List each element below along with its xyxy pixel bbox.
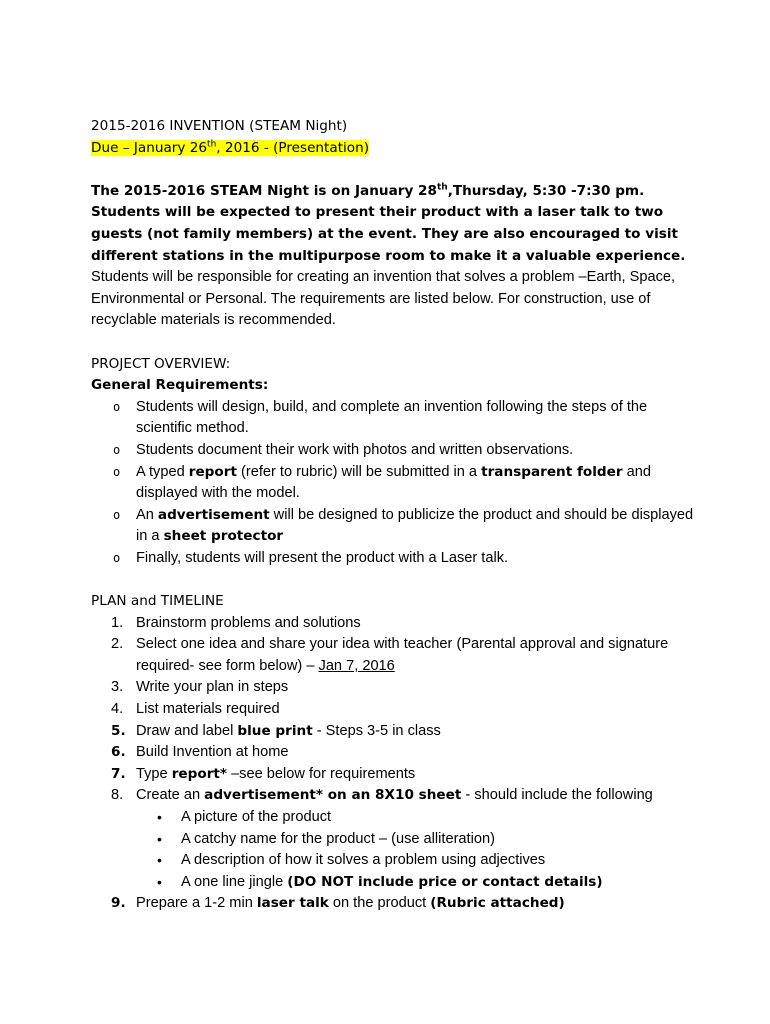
intro-date-text: The 2015-2016 STEAM Night is on January 28 (91, 182, 437, 199)
plan-step (111, 634, 701, 677)
step-number: 7. (111, 765, 126, 782)
plan-step (111, 677, 701, 699)
plan-step (111, 785, 701, 893)
requirement-item: o Students will design, build, and complete an invention following the steps of the scientific method. (136, 397, 701, 440)
due-date-line (91, 138, 701, 160)
intro-bold-paragraph (91, 181, 701, 267)
requirement-bold-report: report (188, 463, 237, 480)
bullet-text: A one line jingle (181, 873, 288, 890)
intro-expectations-text: Students will be expected to present their product with a laser talk to two guests (not family members) at the event. They are also encouraged to visit different stations in the multipurpose room to make it a valuable experience. (91, 204, 686, 264)
due-date-sup: th (207, 139, 217, 150)
requirements-list (91, 397, 701, 570)
step-text: on the product (328, 895, 431, 912)
plan-heading-timeline: TIMELINE (160, 593, 224, 610)
requirement-text: A typed (136, 463, 189, 480)
step-number: 4. (111, 701, 124, 718)
advertisement-bullets (136, 807, 701, 893)
step-text: Build Invention at home (136, 744, 289, 761)
intro-date-rest: ,Thursday, 5:30 -7:30 pm. (447, 182, 645, 199)
plan-step (111, 893, 701, 915)
step-text: Create an (136, 787, 205, 804)
step-text: List materials required (136, 701, 280, 718)
plan-step (111, 764, 701, 786)
intro-normal-paragraph: Students will be responsible for creating an invention that solves a problem –Earth, Space, Environmental or Personal. The requirements are listed below. For construction, use of recyclable materials is recommended. (91, 269, 676, 329)
requirement-item (136, 505, 701, 548)
requirement-bold-advertisement: advertisement (157, 506, 270, 523)
advertisement-bullet: • A picture of the product (181, 807, 701, 829)
requirement-item (136, 462, 701, 505)
step-text: Write your plan in steps (136, 679, 289, 696)
step-number: 9. (111, 895, 126, 912)
step-number: 6. (111, 744, 126, 761)
general-requirements-heading: General Requirements: (91, 377, 269, 394)
plan-heading-word: PLAN (91, 593, 127, 610)
step-due-date: Jan 7, 2016 (318, 657, 395, 674)
step-bold-report: report* (171, 765, 228, 782)
step-text: - should include the following (461, 787, 653, 804)
plan-step (111, 699, 701, 721)
requirement-item: o Finally, students will present the product with a Laser talk. (136, 548, 701, 570)
step-number: 3. (111, 679, 124, 696)
step-text: - Steps 3-5 in class (312, 722, 441, 739)
plan-step (111, 613, 701, 635)
due-date-prefix: Due – January 26 (91, 139, 208, 156)
step-text: Brainstorm problems and solutions (136, 614, 361, 631)
requirement-text: An (136, 506, 158, 523)
advertisement-bullet (181, 872, 701, 894)
requirement-bold-sheet-protector: sheet protector (163, 528, 284, 545)
due-date-suffix: , 2016 - (Presentation) (216, 139, 370, 156)
step-bold-blue-print: blue print (237, 722, 313, 739)
step-text: Draw and label (136, 722, 238, 739)
requirement-text: will be designed to publicize the product and should be displayed in a (136, 506, 694, 545)
requirement-item: o Students document their work with photos and written observations. (136, 440, 701, 462)
advertisement-bullet: • A description of how it solves a problem using adjectives (181, 850, 701, 872)
spacer (91, 159, 701, 181)
plan-step (111, 721, 701, 743)
plan-step (111, 742, 701, 764)
step-number: 2. (111, 636, 124, 653)
step-text: Prepare a 1-2 min (136, 895, 257, 912)
step-number: 8. (111, 787, 124, 804)
spacer (91, 332, 701, 354)
step-bold-advertisement: advertisement* on an 8X10 sheet (204, 787, 462, 804)
step-number: 5. (111, 722, 126, 739)
step-bold-laser-talk: laser talk (256, 895, 329, 912)
requirement-bold-folder: transparent folder (481, 463, 623, 480)
spacer (91, 569, 701, 591)
requirement-text: (refer to rubric) will be submitted in a (236, 463, 482, 480)
document-title: 2015-2016 INVENTION (STEAM Night) (91, 118, 348, 134)
step-text: Select one idea and share your idea with teacher (Parental approval and signature required- see form below) – (136, 636, 669, 674)
step-number: 1. (111, 614, 124, 631)
requirement-text: and displayed with the model. (136, 463, 651, 502)
advertisement-bullet: • A catchy name for the product – (use alliteration) (181, 829, 701, 851)
due-date-highlight (91, 140, 369, 156)
step-text: Type (136, 765, 172, 782)
overview-heading: PROJECT OVERVIEW: (91, 355, 231, 372)
intro-date-sup: th (436, 182, 448, 193)
plan-heading-and: and (126, 593, 161, 610)
step-bold-rubric: (Rubric attached) (430, 895, 565, 912)
bullet-bold-warning: (DO NOT include price or contact details) (287, 873, 603, 890)
plan-steps-list (91, 613, 701, 915)
document-content (91, 116, 701, 915)
plan-heading (91, 591, 701, 613)
step-text: –see below for requirements (227, 765, 416, 782)
